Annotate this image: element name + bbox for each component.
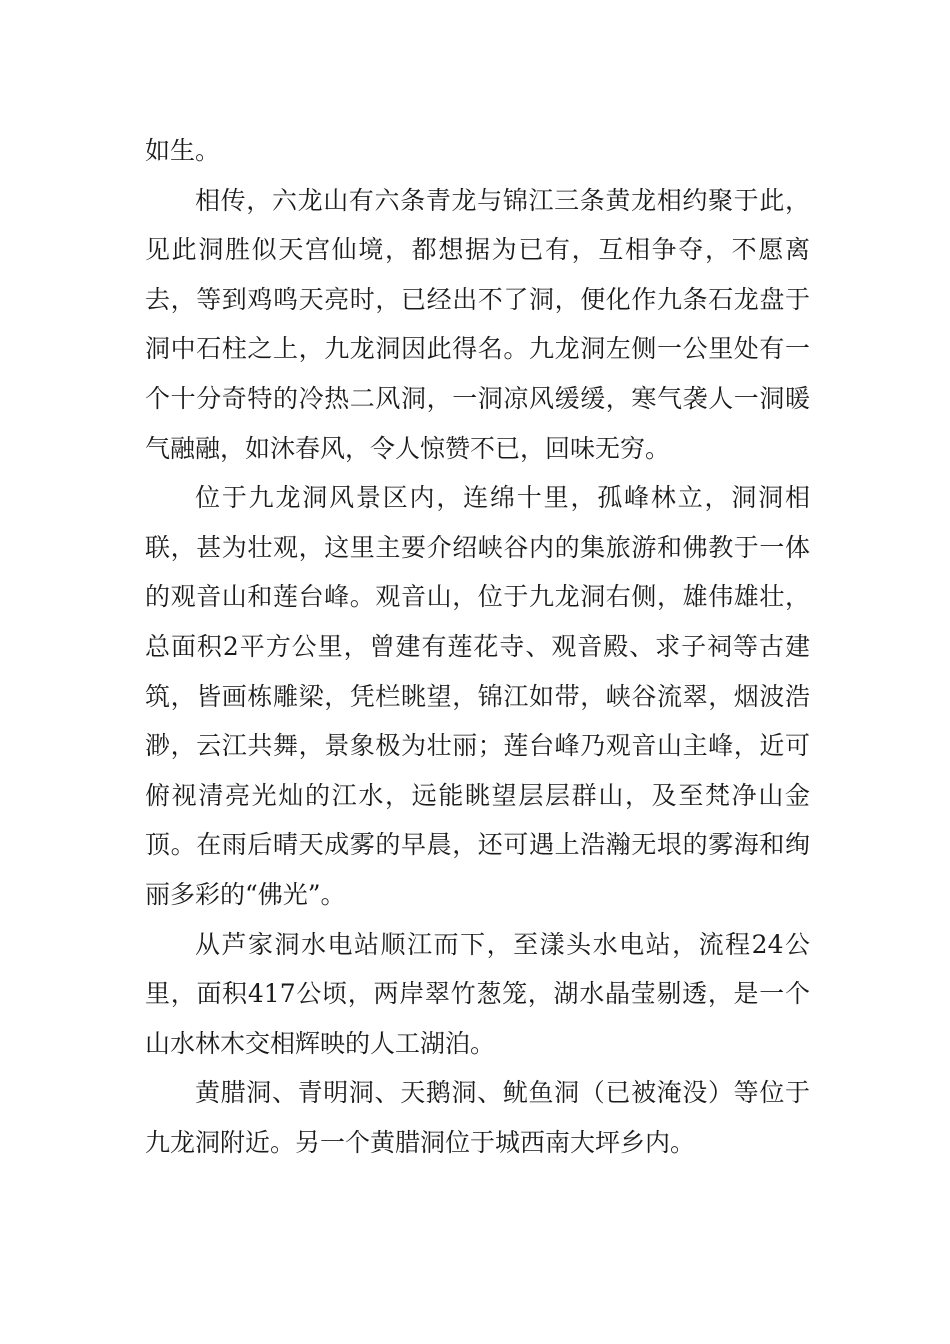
paragraph-continuation: 如生。 [145,136,221,165]
paragraph-lake: 从芦家洞水电站顺江而下，至漾头水电站，流程24公里，面积417公顷，两岸翠竹葱笼，湖水晶莹剔透，是一个山水林木交相辉映的人工湖泊。 [145,929,810,1058]
paragraph-caves: 黄腊洞、青明洞、天鹅洞、鱿鱼洞（已被淹没）等位于九龙洞附近。另一个黄腊洞位于城西南大坪乡内。 [145,1078,810,1157]
paragraph-scenic-area: 位于九龙洞风景区内，连绵十里，孤峰林立，洞洞相联，甚为壮观，这里主要介绍峡谷内的集旅游和佛教于一体的观音山和莲台峰。观音山，位于九龙洞右侧，雄伟雄壮，总面积2平方公里，曾建有莲花寺、观音殿、求子祠等古建筑，皆画栋雕梁，凭栏眺望，锦江如带，峡谷流翠，烟波浩渺，云江共舞，景象极为壮丽；莲台峰乃观音山主峰，近可俯视清亮光灿的江水，远能眺望层层群山，及至梵净山金顶。在雨后晴天成雾的早晨，还可遇上浩瀚无垠的雾海和绚丽多彩的“佛光”。 [145,483,810,909]
paragraph-legend: 相传，六龙山有六条青龙与锦江三条黄龙相约聚于此，见此洞胜似天宫仙境，都想据为已有，互相争夺，不愿离去，等到鸡鸣天亮时，已经出不了洞，便化作九条石龙盘于洞中石柱之上，九龙洞因此得名。九龙洞左侧一公里处有一个十分奇特的冷热二风洞，一洞凉风缓缓，寒气袭人一洞暖气融融，如沐春风，令人惊赞不已，回味无穷。 [145,185,810,463]
document-body [145,126,810,1167]
